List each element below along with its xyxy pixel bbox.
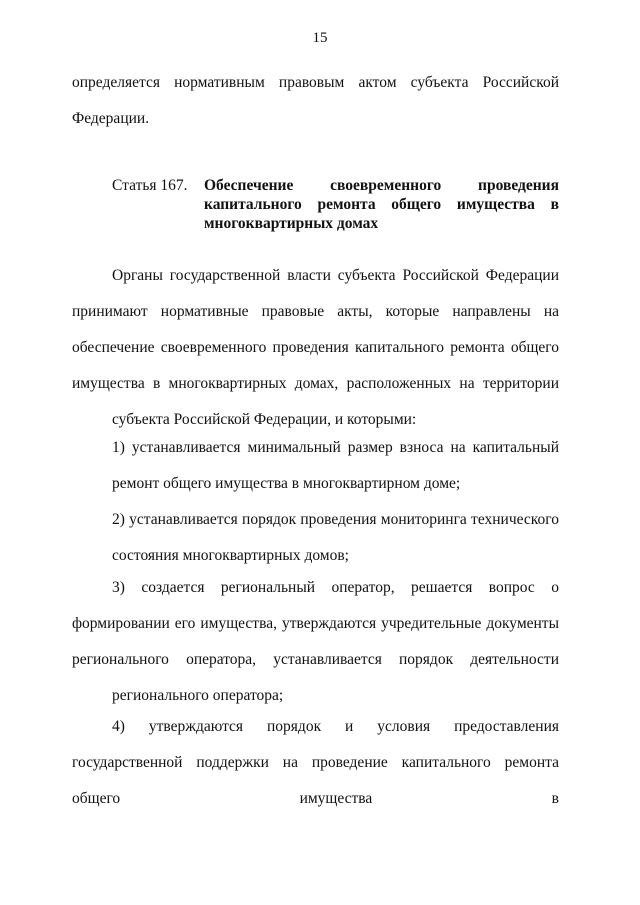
list-item-4 [72, 709, 559, 817]
intro-line-1: определяется нормативным правовым актом субъекта Российской [72, 74, 559, 91]
paragraph-1 [72, 258, 559, 438]
list-item-1-last: ремонт общего имущества в многоквартирном доме; [112, 475, 461, 492]
page-number: 15 [312, 30, 328, 46]
paragraph-1-last: субъекта Российской Федерации, и которыми: [112, 411, 417, 428]
list-item-2-last: состояния многоквартирных домов; [112, 547, 349, 564]
list-item-2 [72, 502, 559, 574]
article-title-main: Обеспечение своевременного проведения капитального ремонта общего имущества в [204, 177, 559, 213]
list-item-1-main: 1) устанавливается минимальный размер взноса на капитальный [112, 439, 559, 456]
intro-paragraph [72, 65, 559, 137]
paragraph-1-main: Органы государственной власти субъекта Российской Федерации принимают нормативные правовые акты, которые направлены на обеспечение своевременного проведения капитального ремонта общего имущества в многоквартирных домах, расположенных на территории [72, 267, 559, 392]
article-title-last: многоквартирных домах [204, 215, 379, 232]
list-item-3-last: регионального оператора; [112, 687, 284, 704]
list-item-3-main: 3) создается региональный оператор, решается вопрос о формировании его имущества, утверждаются учредительные документы регионального оператора, устанавливается порядок деятельности [72, 579, 559, 668]
list-item-3 [72, 570, 559, 714]
article-label: Статья 167. [112, 177, 188, 194]
list-item-4-main: 4) утверждаются порядок и условия предоставления государственной поддержки на проведение капитального ремонта общего имущества в [72, 718, 559, 807]
article-title [204, 176, 559, 233]
list-item-2-main: 2) устанавливается порядок проведения мониторинга технического [112, 511, 559, 528]
intro-line-2: Федерации. [72, 110, 150, 127]
list-item-1 [72, 430, 559, 502]
